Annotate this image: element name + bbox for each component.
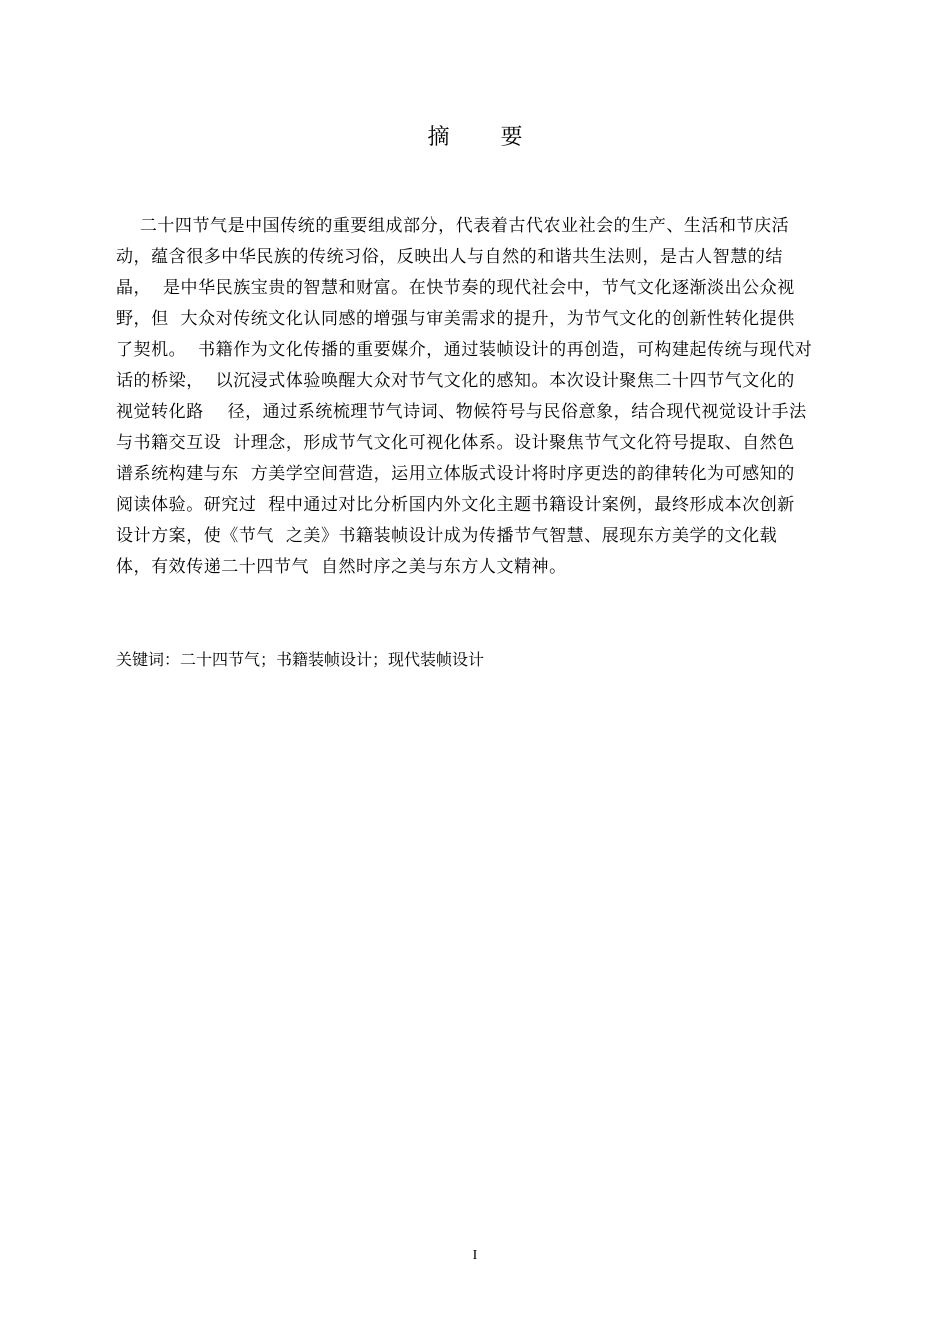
keywords-text: 二十四节气；书籍装帧设计；现代装帧设计 — [180, 650, 485, 669]
abstract-line-7: 视觉转化路 径，通过系统梳理节气诗词、物候符号与民俗意象，结合现代视觉设计手法 — [116, 402, 807, 422]
abstract-line-6: 话的桥梁， 以沉浸式体验唤醒大众对节气文化的感知。本次设计聚焦二十四节气文化的 — [116, 371, 795, 391]
page-number: I — [472, 1248, 478, 1263]
abstract-line-10: 阅读体验。研究过 程中通过对比分析国内外文化主题书籍设计案例，最终形成本次创新 — [116, 495, 795, 515]
keywords-line — [116, 650, 484, 670]
abstract-line-2: 动，蕴含很多中华民族的传统习俗，反映出人与自然的和谐共生法则，是古人智慧的结 — [116, 247, 783, 267]
abstract-line-4: 野，但 大众对传统文化认同感的增强与审美需求的提升，为节气文化的创新性转化提供 — [116, 309, 795, 329]
abstract-title: 摘 要 — [427, 125, 545, 150]
abstract-line-8: 与书籍交互设 计理念，形成节气文化可视化体系。设计聚焦节气文化符号提取、自然色 — [116, 433, 795, 453]
abstract-line-5: 了契机。 书籍作为文化传播的重要媒介，通过装帧设计的再创造，可构建起传统与现代对 — [116, 340, 813, 360]
abstract-line-3: 晶， 是中华民族宝贵的智慧和财富。在快节奏的现代社会中，节气文化逐渐淡出公众视 — [116, 278, 795, 298]
abstract-line-1: 二十四节气是中国传统的重要组成部分，代表着古代农业社会的生产、生活和节庆活 — [116, 216, 790, 236]
abstract-line-12: 体，有效传递二十四节气 自然时序之美与东方人文精神。 — [116, 557, 567, 577]
abstract-line-9: 谱系统构建与东 方美学空间营造，运用立体版式设计将时序更迭的韵律转化为可感知的 — [116, 464, 795, 484]
abstract-line-11: 设计方案，使《节气 之美》书籍装帧设计成为传播节气智慧、展现东方美学的文化载 — [116, 526, 778, 546]
keywords-label: 关键词： — [116, 650, 181, 669]
